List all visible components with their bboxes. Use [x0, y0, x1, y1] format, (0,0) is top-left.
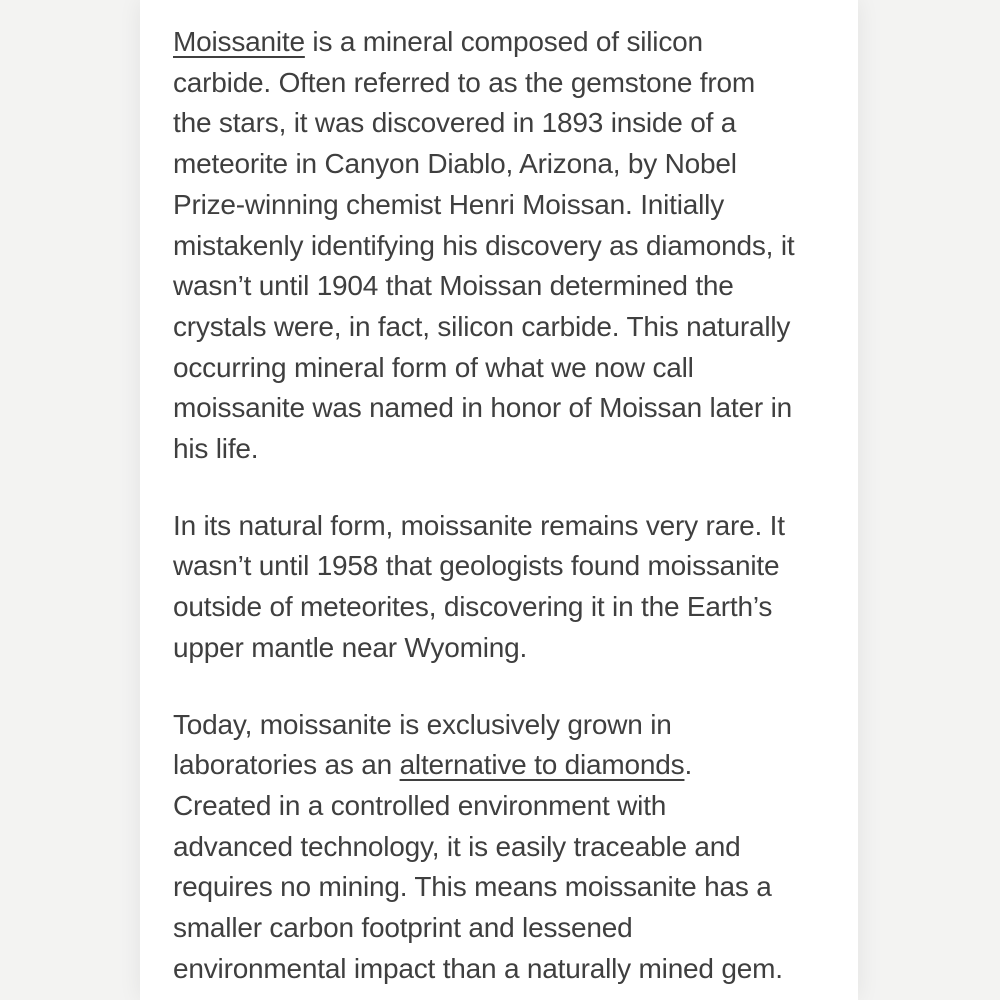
text-line: Prize-winning chemist Henri Moissan. Initially: [173, 188, 724, 220]
text-line: wasn’t until 1958 that geologists found moissanite: [173, 550, 780, 582]
text-line: In its natural form, moissanite remains very rare. It: [173, 509, 785, 541]
article-body: [140, 0, 858, 989]
paragraph-2: [173, 506, 826, 669]
text-line: mistakenly identifying his discovery as diamonds, it: [173, 229, 795, 261]
text-line: wasn’t until 1904 that Moissan determined the: [173, 270, 734, 302]
text-line: moissanite was named in honor of Moissan later in: [173, 392, 792, 424]
text-segment: .: [684, 749, 693, 781]
content-panel: [140, 0, 858, 1000]
text-line: the stars, it was discovered in 1893 inside of a: [173, 107, 737, 139]
text-line: advanced technology, it is easily traceable and: [173, 830, 741, 862]
text-line: occurring mineral form of what we now call: [173, 351, 694, 383]
text-line: Created in a controlled environment with: [173, 789, 667, 821]
text-line: [173, 22, 826, 63]
paragraph-3: [173, 705, 826, 990]
text-line: meteorite in Canyon Diablo, Arizona, by Nobel: [173, 148, 737, 180]
moissanite-link[interactable]: Moissanite: [173, 26, 305, 57]
text-line: [173, 745, 826, 786]
text-line: Today, moissanite is exclusively grown in: [173, 708, 672, 740]
text-line: smaller carbon footprint and lessened: [173, 912, 633, 944]
text-line: his life.: [173, 433, 259, 465]
alternative-to-diamonds-link[interactable]: alternative to diamonds: [399, 749, 685, 781]
text-line: carbide. Often referred to as the gemstone from: [173, 66, 756, 98]
text-segment: is a mineral composed of silicon: [304, 26, 703, 57]
text-line: upper mantle near Wyoming.: [173, 631, 528, 663]
text-line: environmental impact than a naturally mined gem.: [173, 952, 783, 984]
text-segment: laboratories as an: [173, 749, 400, 781]
text-line: crystals were, in fact, silicon carbide. This naturally: [173, 310, 791, 342]
text-line: outside of meteorites, discovering it in the Earth’s: [173, 591, 773, 623]
text-line: requires no mining. This means moissanite has a: [173, 871, 772, 903]
paragraph-1: [173, 22, 826, 470]
